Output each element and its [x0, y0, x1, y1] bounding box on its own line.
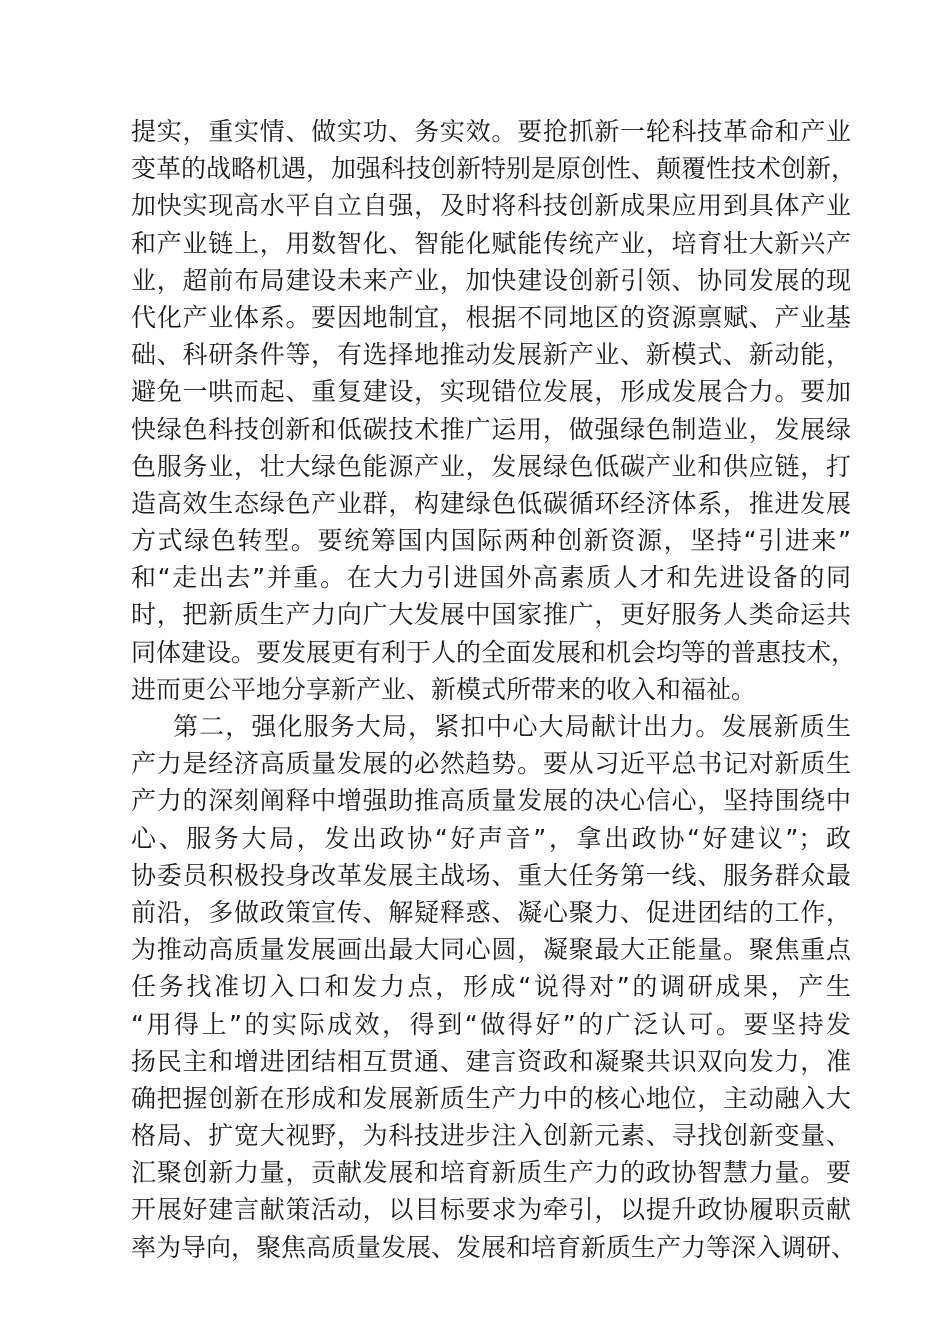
paragraph-line: 产力是经济高质量发展的必然趋势。要从习近平总书记对新质生 — [131, 749, 851, 779]
paragraph-line: 和“走出去”并重。在大力引进国外高素质人才和先进设备的同 — [131, 563, 851, 593]
paragraph-line: 心、服务大局，发出政协“好声音”，拿出政协“好建议”；政 — [131, 823, 851, 853]
paragraph-1 — [131, 113, 857, 708]
paragraph-line: 方式绿色转型。要统筹国内国际两种创新资源，坚持“引进来” — [131, 526, 851, 556]
paragraph-2 — [131, 708, 857, 1266]
paragraph-line: 同体建设。要发展更有利于人的全面发展和机会均等的普惠技术， — [131, 637, 857, 667]
paragraph-line: 扬民主和增进团结相互贯通、建言资政和凝聚共识双向发力，准 — [131, 1046, 851, 1076]
paragraph-line: 第二，强化服务大局，紧扣中心大局献计出力。发展新质生 — [173, 712, 851, 741]
paragraph-line: 开展好建言献策活动，以目标要求为牵引，以提升政协履职贡献 — [131, 1195, 851, 1225]
paragraph-line: 代化产业体系。要因地制宜，根据不同地区的资源禀赋、产业基 — [131, 302, 851, 332]
paragraph-line: “用得上”的实际成效，得到“做得好”的广泛认可。要坚持发 — [131, 1009, 851, 1039]
paragraph-line: 造高效生态绿色产业群，构建绿色低碳循环经济体系，推进发展 — [131, 488, 851, 518]
paragraph-line: 加快实现高水平自立自强，及时将科技创新成果应用到具体产业 — [131, 191, 851, 221]
paragraph-line: 确把握创新在形成和发展新质生产力中的核心地位，主动融入大 — [131, 1083, 851, 1113]
paragraph-line: 业，超前布局建设未来产业，加快建设创新引领、协同发展的现 — [131, 265, 851, 295]
paragraph-line: 率为导向，聚焦高质量发展、发展和培育新质生产力等深入调研、 — [131, 1232, 857, 1262]
paragraph-line: 格局、扩宽大视野，为科技进步注入创新元素、寻找创新变量、 — [131, 1121, 851, 1151]
paragraph-line: 进而更公平地分享新产业、新模式所带来的收入和福祉。 — [131, 674, 757, 704]
paragraph-line: 前沿，多做政策宣传、解疑释惑、凝心聚力、促进团结的工作， — [131, 897, 851, 927]
paragraph-line: 任务找准切入口和发力点，形成“说得对”的调研成果，产生 — [131, 972, 851, 1002]
paragraph-line: 快绿色科技创新和低碳技术推广运用，做强绿色制造业，发展绿 — [131, 414, 851, 444]
paragraph-line: 变革的战略机遇，加强科技创新特别是原创性、颠覆性技术创新， — [131, 154, 857, 184]
paragraph-line: 产力的深刻阐释中增强助推高质量发展的决心信心，坚持围绕中 — [131, 786, 851, 816]
paragraph-line: 提实，重实情、做实功、务实效。要抢抓新一轮科技革命和产业 — [131, 117, 851, 146]
paragraph-line: 为推动高质量发展画出最大同心圆，凝聚最大正能量。聚焦重点 — [131, 935, 851, 965]
paragraph-line: 时，把新质生产力向广大发展中国家推广，更好服务人类命运共 — [131, 600, 851, 630]
document-body — [131, 113, 857, 1266]
paragraph-line: 和产业链上，用数智化、智能化赋能传统产业，培育壮大新兴产 — [131, 228, 851, 258]
paragraph-line: 色服务业，壮大绿色能源产业，发展绿色低碳产业和供应链，打 — [131, 451, 851, 481]
paragraph-line: 础、科研条件等，有选择地推动发展新产业、新模式、新动能， — [131, 340, 851, 370]
paragraph-line: 协委员积极投身改革发展主战场、重大任务第一线、服务群众最 — [131, 860, 851, 890]
paragraph-line: 汇聚创新力量，贡献发展和培育新质生产力的政协智慧力量。要 — [131, 1158, 851, 1188]
paragraph-line: 避免一哄而起、重复建设，实现错位发展，形成发展合力。要加 — [131, 377, 851, 407]
